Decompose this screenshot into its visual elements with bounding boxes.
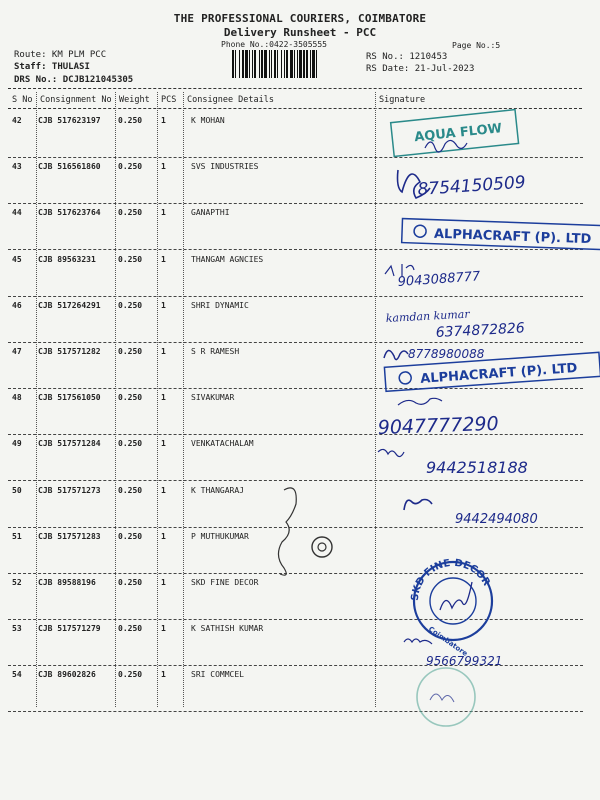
row-pcs: 1 [161, 532, 166, 541]
handwritten-phone: 6374872826 [435, 320, 526, 341]
row-consignee: SRI COMMCEL [191, 670, 244, 679]
row-consignment-no: CJB 89563231 [38, 255, 96, 264]
row-consignment-no: CJB 517571279 [38, 624, 101, 633]
row-consignee: K MOHAN [191, 116, 225, 125]
row-pcs: 1 [161, 347, 166, 356]
skd-stamp-city: Coimbatore [426, 625, 469, 658]
handwritten-phone: 8778980088 [408, 347, 485, 361]
handwritten-phone: 8754150509 [416, 172, 527, 200]
row-pcs: 1 [161, 208, 166, 217]
row-sno: 50 [12, 486, 22, 495]
rs-number: RS No.: 1210453 [366, 52, 448, 62]
row-consignee: THANGAM AGNCIES [191, 255, 264, 264]
row-pcs: 1 [161, 116, 166, 125]
row-consignee: SVS INDUSTRIES [191, 162, 259, 171]
row-weight: 0.250 [118, 439, 143, 448]
row-pcs: 1 [161, 670, 166, 679]
alphacraft-text-2: ALPHACRAFT (P). LTD [419, 360, 578, 387]
handwritten-phone: 9442494080 [455, 512, 538, 527]
aqua-flow-text: AQUA FLOW [413, 121, 503, 146]
faint-stamp [417, 668, 475, 726]
row-consignment-no: CJB 517561050 [38, 393, 101, 402]
row-consignee: S R RAMESH [191, 347, 240, 356]
col-sno: S No [12, 95, 33, 105]
row-consignee: P MUTHUKUMAR [191, 532, 249, 541]
row-weight: 0.250 [118, 532, 143, 541]
row-weight: 0.250 [118, 486, 143, 495]
row-consignment-no: CJB 517623197 [38, 116, 101, 125]
row-consignee: SIVAKUMAR [191, 393, 235, 402]
row-weight: 0.250 [118, 162, 143, 171]
row-sno: 54 [12, 670, 22, 679]
row-sno: 49 [12, 439, 22, 448]
row-consignee: VENKATACHALAM [191, 439, 254, 448]
row-sno: 45 [12, 255, 22, 264]
row-pcs: 1 [161, 301, 166, 310]
col-pcs: PCS [161, 95, 177, 105]
row-consignment-no: CJB 89602826 [38, 670, 96, 679]
row-weight: 0.250 [118, 255, 143, 264]
row-consignee: SHRI DYNAMIC [191, 301, 249, 310]
runsheet-subtitle: Delivery Runsheet - PCC [223, 26, 377, 39]
row-sno: 42 [12, 116, 22, 125]
row-consignment-no: CJB 517571284 [38, 439, 101, 448]
drs-number: DRS No.: DCJB121045305 [14, 75, 134, 85]
rs-date: RS Date: 21-Jul-2023 [366, 64, 475, 74]
page-number: Page No.:5 [452, 41, 501, 50]
row-consignment-no: CJB 516561860 [38, 162, 101, 171]
row-pcs: 1 [161, 393, 166, 402]
row-weight: 0.250 [118, 578, 143, 587]
row-pcs: 1 [161, 624, 166, 633]
row-consignment-no: CJB 517571273 [38, 486, 101, 495]
row-consignee: GANAPTHI [191, 208, 230, 217]
handwritten-phone: 9566799321 [426, 654, 503, 668]
row-consignment-no: CJB 89588196 [38, 578, 96, 587]
route-label: Route: KM PLM PCC [14, 50, 107, 60]
signature-scribble [404, 639, 432, 644]
signature-scribble [378, 449, 404, 456]
staff-label: Staff: THULASI [14, 62, 90, 72]
row-sno: 53 [12, 624, 22, 633]
row-weight: 0.250 [118, 208, 143, 217]
company-title: THE PROFESSIONAL COURIERS, COIMBATORE [173, 12, 427, 25]
row-sno: 48 [12, 393, 22, 402]
row-consignee: K SATHISH KUMAR [191, 624, 264, 633]
row-consignment-no: CJB 517623764 [38, 208, 101, 217]
handwritten-phone: 9047777290 [377, 412, 499, 439]
row-weight: 0.250 [118, 116, 143, 125]
row-pcs: 1 [161, 255, 166, 264]
row-weight: 0.250 [118, 670, 143, 679]
row-weight: 0.250 [118, 624, 143, 633]
col-consignment: Consignment No [40, 95, 112, 105]
col-consignee: Consignee Details [187, 95, 274, 105]
col-weight: Weight [119, 95, 150, 105]
row-sno: 46 [12, 301, 22, 310]
row-sno: 43 [12, 162, 22, 171]
phone-number: Phone No.:0422-3505555 [221, 40, 327, 49]
row-pcs: 1 [161, 486, 166, 495]
signature-scribble [384, 350, 408, 359]
row-consignment-no: CJB 517571282 [38, 347, 101, 356]
alphacraft-text: ALPHACRAFT (P). LTD [433, 226, 592, 248]
row-consignment-no: CJB 517571283 [38, 532, 101, 541]
circle-mark-inner [318, 543, 326, 551]
skd-fine-decor-stamp [410, 558, 492, 658]
row-weight: 0.250 [118, 301, 143, 310]
signature-scribble [398, 398, 442, 405]
skd-stamp-text: SKD FINE DECOR [409, 557, 492, 602]
handwritten-phone: 9442518188 [426, 458, 528, 477]
circle-mark [312, 537, 332, 557]
handwritten-phone: 9043088777 [397, 269, 481, 290]
row-pcs: 1 [161, 578, 166, 587]
row-pcs: 1 [161, 162, 166, 171]
alphacraft-stamp [402, 219, 600, 250]
row-consignment-no: CJB 517264291 [38, 301, 101, 310]
aqua-flow-stamp [391, 110, 519, 157]
row-sno: 44 [12, 208, 22, 217]
signature-scribble [404, 500, 432, 511]
row-weight: 0.250 [118, 347, 143, 356]
col-signature: Signature [379, 95, 426, 105]
handwritten-name: kamdan kumar [385, 307, 470, 325]
svg-text:SKD FINE DECOR [410, 558, 492, 601]
row-weight: 0.250 [118, 393, 143, 402]
row-sno: 51 [12, 532, 22, 541]
row-pcs: 1 [161, 439, 166, 448]
row-sno: 47 [12, 347, 22, 356]
row-consignee: K THANGARAJ [191, 486, 244, 495]
bracket-scribble [278, 488, 296, 575]
row-consignee: SKD FINE DECOR [191, 578, 259, 587]
row-sno: 52 [12, 578, 22, 587]
